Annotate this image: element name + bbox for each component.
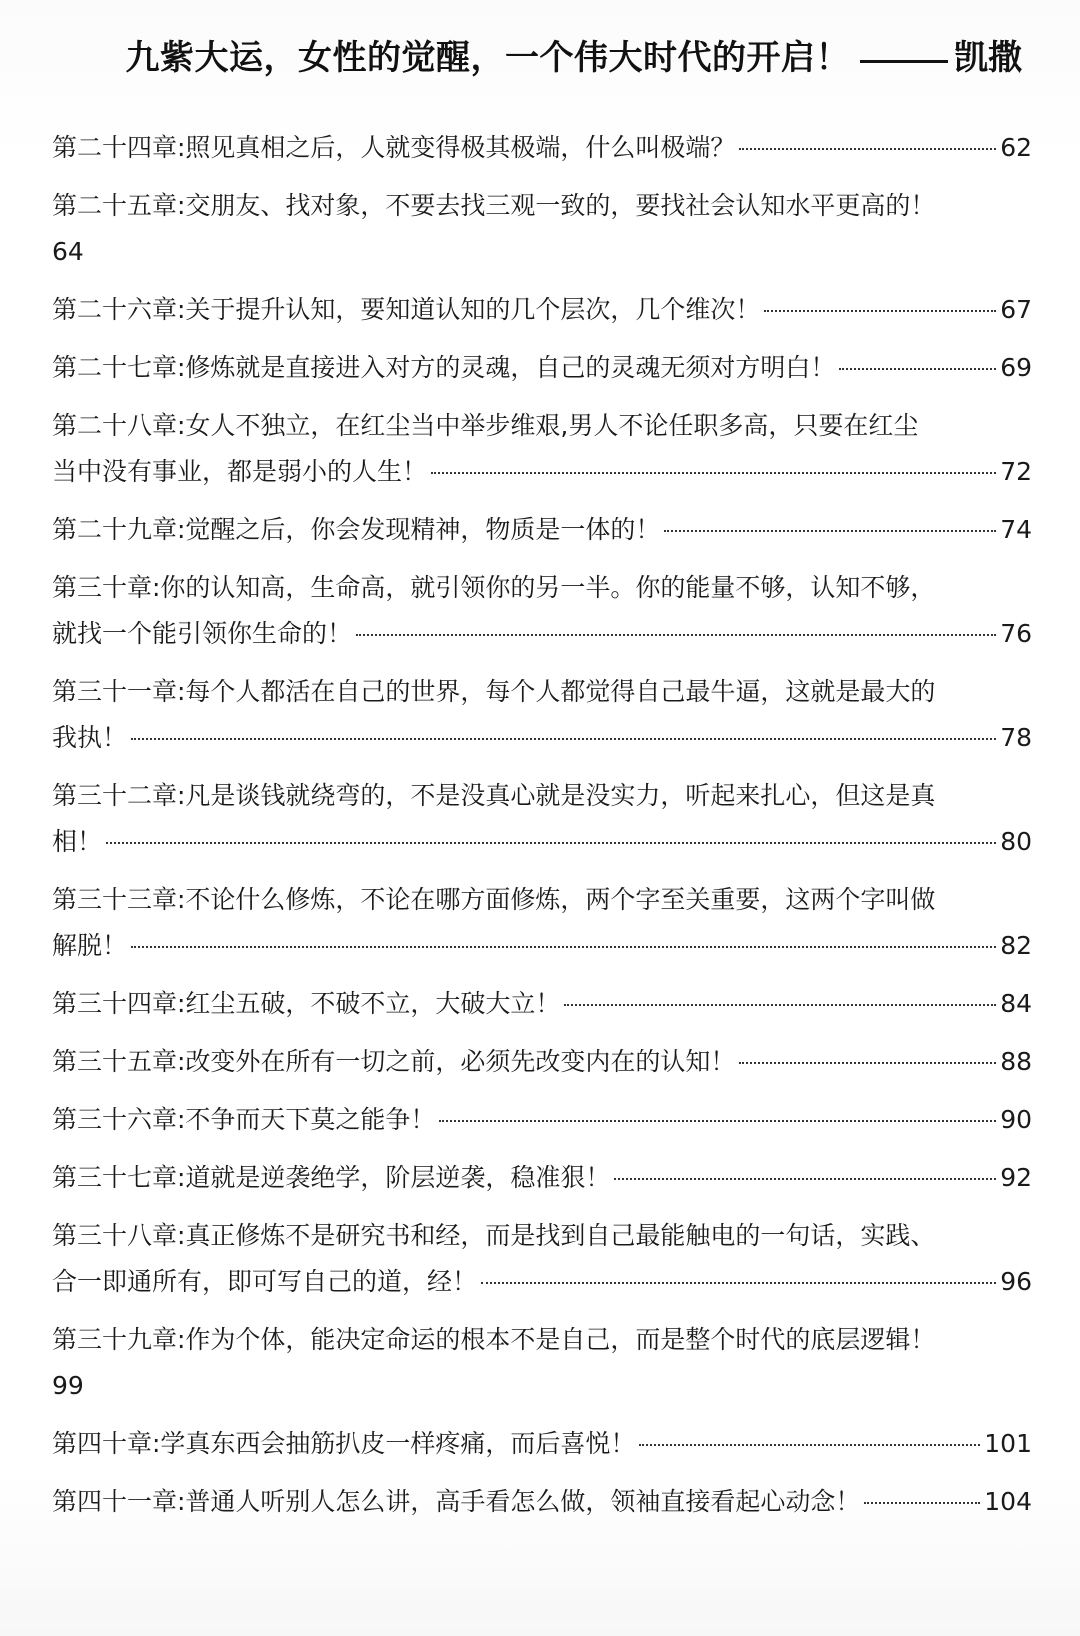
toc-entry-page: 74 bbox=[1000, 515, 1032, 544]
toc-entry-title-line2: 就找一个能引领你生命的！ bbox=[52, 619, 353, 648]
toc-entry-page: 84 bbox=[1000, 989, 1032, 1018]
toc-entry bbox=[52, 877, 1032, 969]
toc-entry-page: 76 bbox=[1000, 619, 1032, 648]
toc-entry-page: 99 bbox=[52, 1371, 84, 1400]
toc-entry-page: 64 bbox=[52, 237, 84, 266]
toc-entry-page: 104 bbox=[984, 1487, 1032, 1516]
toc-entry bbox=[52, 773, 1032, 865]
toc-entry-title: 第三十九章:作为个体，能决定命运的根本不是自己，而是整个时代的底层逻辑！ bbox=[52, 1325, 936, 1354]
toc-entry-row bbox=[52, 345, 1032, 391]
dot-leader bbox=[614, 1178, 996, 1180]
toc-entry bbox=[52, 507, 1032, 553]
toc-entry-row bbox=[52, 715, 1032, 761]
toc-entry-row bbox=[52, 1479, 1032, 1525]
toc-entry-title-line1: 第三十章:你的认知高，生命高，就引领你的另一半。你的能量不够，认知不够， bbox=[52, 573, 936, 602]
page-header bbox=[52, 30, 1032, 79]
toc-entry bbox=[52, 1317, 1032, 1409]
toc-entry-row bbox=[52, 1421, 1032, 1467]
dot-leader bbox=[564, 1004, 996, 1006]
toc-entry-title-line2: 我执！ bbox=[52, 723, 128, 752]
dot-leader bbox=[664, 530, 996, 532]
toc-entry-title: 第三十四章:红尘五破，不破不立，大破大立！ bbox=[52, 989, 561, 1018]
toc-entry-page: 90 bbox=[1000, 1105, 1032, 1134]
toc-entry-title: 第二十四章:照见真相之后，人就变得极其极端，什么叫极端？ bbox=[52, 133, 736, 162]
toc-entry bbox=[52, 1213, 1032, 1305]
toc-entry-page: 82 bbox=[1000, 931, 1032, 960]
toc-entry-title-line1: 第三十二章:凡是谈钱就绕弯的，不是没真心就是没实力，听起来扎心，但这是真 bbox=[52, 781, 936, 810]
toc-entry bbox=[52, 1039, 1032, 1085]
toc-entry bbox=[52, 981, 1032, 1027]
toc-entry-title-line1: 第三十一章:每个人都活在自己的世界，每个人都觉得自己最牛逼，这就是最大的 bbox=[52, 677, 936, 706]
toc-entry-page: 69 bbox=[1000, 353, 1032, 382]
dot-leader bbox=[764, 310, 996, 312]
toc-entry-title-line1: 第三十八章:真正修炼不是研究书和经，而是找到自己最能触电的一句话，实践、 bbox=[52, 1221, 936, 1250]
dot-leader bbox=[431, 472, 996, 474]
toc-entry-row bbox=[52, 1039, 1032, 1085]
toc-entry-title-line2: 解脱！ bbox=[52, 931, 128, 960]
toc-entry-row bbox=[52, 125, 1032, 171]
toc-entry bbox=[52, 345, 1032, 391]
toc-entry bbox=[52, 1155, 1032, 1201]
toc-entry-row bbox=[52, 819, 1032, 865]
toc-entry-page: 62 bbox=[1000, 133, 1032, 162]
toc-entry-row bbox=[52, 449, 1032, 495]
toc-entry-row bbox=[52, 1155, 1032, 1201]
dot-leader bbox=[131, 738, 996, 740]
toc-entry-title: 第二十五章:交朋友、找对象，不要去找三观一致的，要找社会认知水平更高的！ bbox=[52, 191, 936, 220]
toc-entry-page: 72 bbox=[1000, 457, 1032, 486]
toc-entry-page: 92 bbox=[1000, 1163, 1032, 1192]
toc-entry-title: 第四十一章:普通人听别人怎么讲，高手看怎么做，领袖直接看起心动念！ bbox=[52, 1487, 861, 1516]
toc-entry-row bbox=[52, 287, 1032, 333]
dot-leader bbox=[739, 148, 996, 150]
toc-entry-row bbox=[52, 923, 1032, 969]
toc-entry-title-line1: 第二十八章:女人不独立，在红尘当中举步维艰,男人不论任职多高，只要在红尘 bbox=[52, 411, 919, 440]
toc-entry bbox=[52, 669, 1032, 761]
toc-entry bbox=[52, 183, 1032, 275]
toc-entry-page: 88 bbox=[1000, 1047, 1032, 1076]
toc-entry-row bbox=[52, 611, 1032, 657]
header-author: 凯撒 bbox=[954, 38, 1022, 78]
toc-entry bbox=[52, 1421, 1032, 1467]
toc-entry-title-line1: 第三十三章:不论什么修炼，不论在哪方面修炼，两个字至关重要，这两个字叫做 bbox=[52, 885, 936, 914]
dot-leader bbox=[481, 1282, 996, 1284]
toc-entry-title: 第三十七章:道就是逆袭绝学，阶层逆袭，稳准狠！ bbox=[52, 1163, 611, 1192]
table-of-contents bbox=[52, 125, 1032, 1525]
dot-leader bbox=[639, 1444, 980, 1446]
toc-entry-title: 第二十九章:觉醒之后，你会发现精神，物质是一体的！ bbox=[52, 515, 661, 544]
toc-entry-title-line2: 当中没有事业，都是弱小的人生！ bbox=[52, 457, 428, 486]
dot-leader bbox=[106, 842, 996, 844]
dot-leader bbox=[739, 1062, 996, 1064]
header-dash bbox=[860, 60, 948, 63]
toc-entry-title: 第四十章:学真东西会抽筋扒皮一样疼痛，而后喜悦！ bbox=[52, 1429, 636, 1458]
toc-entry bbox=[52, 287, 1032, 333]
toc-entry-page: 96 bbox=[1000, 1267, 1032, 1296]
toc-entry-title: 第二十七章:修炼就是直接进入对方的灵魂，自己的灵魂无须对方明白！ bbox=[52, 353, 836, 382]
toc-entry bbox=[52, 1097, 1032, 1143]
toc-entry-title-line2: 合一即通所有，即可写自己的道，经！ bbox=[52, 1267, 478, 1296]
toc-entry-row bbox=[52, 1097, 1032, 1143]
toc-entry-row bbox=[52, 507, 1032, 553]
toc-entry bbox=[52, 403, 1032, 495]
dot-leader bbox=[439, 1120, 996, 1122]
toc-entry-page: 101 bbox=[984, 1429, 1032, 1458]
dot-leader bbox=[839, 368, 996, 370]
toc-entry-page: 80 bbox=[1000, 827, 1032, 856]
toc-entry bbox=[52, 125, 1032, 171]
header-title: 九紫大运，女性的觉醒，一个伟大时代的开启！ bbox=[125, 38, 850, 78]
dot-leader bbox=[864, 1502, 980, 1504]
toc-entry-page: 67 bbox=[1000, 295, 1032, 324]
toc-entry-title-line2: 相！ bbox=[52, 827, 103, 856]
toc-entry bbox=[52, 1479, 1032, 1525]
toc-entry-page: 78 bbox=[1000, 723, 1032, 752]
toc-entry-title: 第三十五章:改变外在所有一切之前，必须先改变内在的认知！ bbox=[52, 1047, 736, 1076]
dot-leader bbox=[356, 634, 996, 636]
toc-entry-row bbox=[52, 981, 1032, 1027]
toc-entry-title: 第三十六章:不争而天下莫之能争！ bbox=[52, 1105, 436, 1134]
toc-entry-title: 第二十六章:关于提升认知，要知道认知的几个层次，几个维次！ bbox=[52, 295, 761, 324]
dot-leader bbox=[131, 946, 996, 948]
toc-entry bbox=[52, 565, 1032, 657]
toc-entry-row bbox=[52, 1259, 1032, 1305]
